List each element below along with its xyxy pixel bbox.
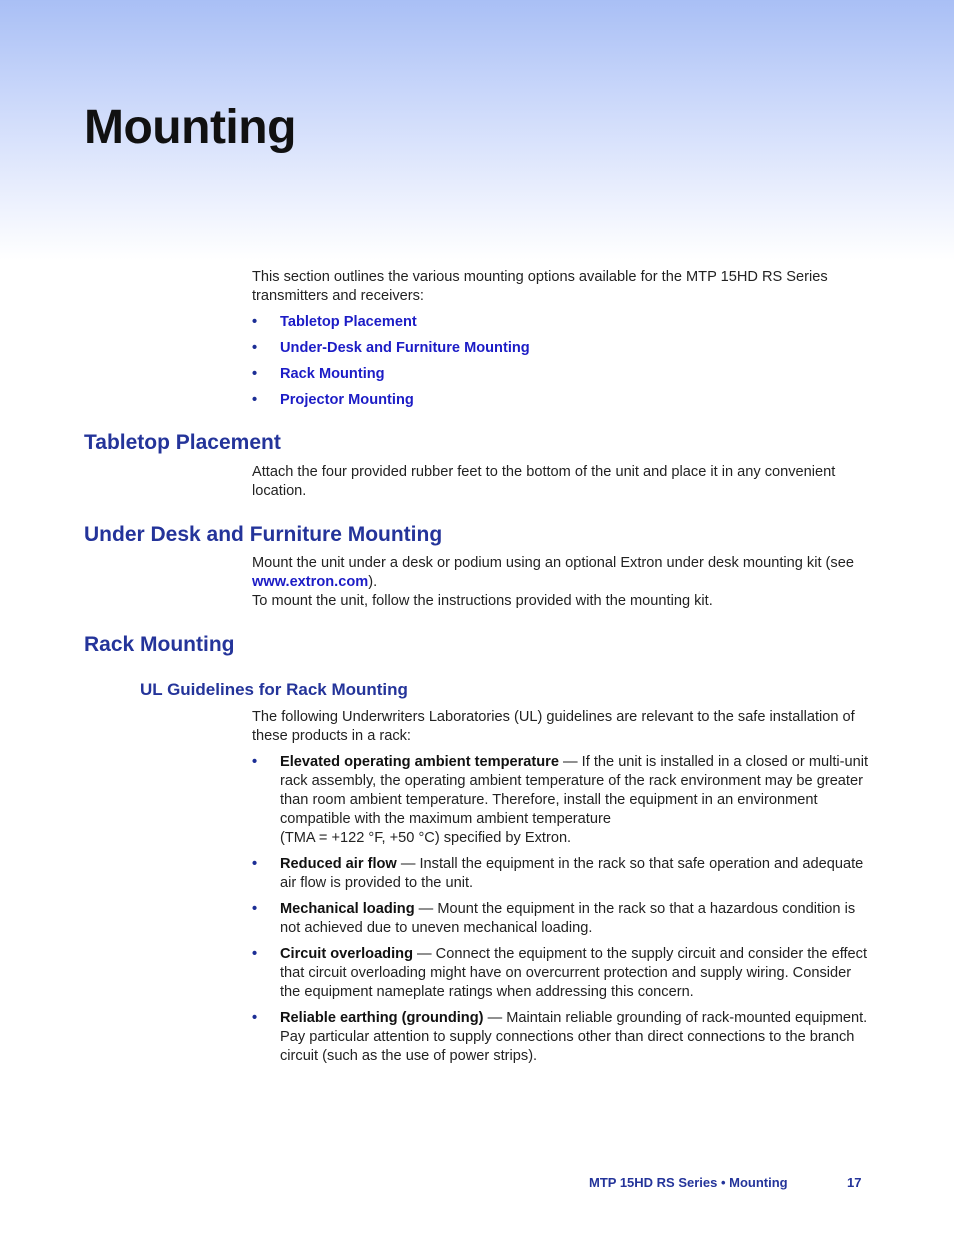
link-tabletop-placement[interactable]: Tabletop Placement — [280, 314, 417, 330]
extron-website-link[interactable]: www.extron.com — [252, 574, 369, 590]
guideline-term: Circuit overloading — [280, 946, 413, 962]
guideline-text: — Connect the equipment to the supply circuit and consider the effect that circuit overloading might have on overcurrent protection and supply wiring. Consider the equipment nameplate ratings when addressing this concern. — [280, 946, 868, 1000]
list-item — [252, 313, 872, 332]
ul-intro-text: The following Underwriters Laboratories (UL) guidelines are relevant to the safe installation of these products in a rack: — [252, 709, 855, 744]
bullet-icon: • — [252, 856, 258, 872]
heading-tabletop-placement: Tabletop Placement — [84, 431, 281, 454]
list-item — [252, 339, 872, 358]
page-title: Mounting — [84, 101, 296, 154]
bullet-icon: • — [252, 314, 258, 330]
link-projector-mounting[interactable]: Projector Mounting — [280, 392, 414, 408]
guideline-text-continued: (TMA = +122 °F, +50 °C) specified by Extron. — [280, 830, 572, 846]
guideline-text: — Mount the equipment in the rack so that a hazardous condition is not achieved due to uneven mechanical loading. — [280, 901, 856, 936]
guideline-term: Reduced air flow — [280, 856, 397, 872]
link-rack-mounting[interactable]: Rack Mounting — [280, 366, 385, 382]
underdesk-text — [252, 554, 872, 592]
list-item — [252, 753, 872, 848]
guideline-text: — Maintain reliable grounding of rack-mounted equipment. Pay particular attention to supply connections other than direct connections to the branch circuit (such as the use of power strips). — [280, 1010, 868, 1064]
page-number: 17 — [847, 1175, 862, 1190]
guideline-text: — If the unit is installed in a closed or multi-unit rack assembly, the operating ambient temperature of the rack environment may be greater than room ambient temperature. Therefore, install the equipment in an environment compatible with the maximum ambient temperature — [280, 754, 869, 827]
list-item — [252, 900, 872, 938]
bullet-icon: • — [252, 1010, 258, 1026]
underdesk-text-end: ). — [368, 574, 378, 590]
footer-doc-title: MTP 15HD RS Series • Mounting — [589, 1175, 788, 1190]
guideline-text: — Install the equipment in the rack so that safe operation and adequate air flow is provided to the unit. — [280, 856, 864, 891]
tabletop-text: Attach the four provided rubber feet to the bottom of the unit and place it in any convenient location. — [252, 464, 836, 499]
intro-text: This section outlines the various mounting options available for the MTP 15HD RS Series transmitters and receivers: — [252, 269, 828, 304]
list-item — [252, 365, 872, 384]
list-item — [252, 945, 872, 1002]
guideline-term: Reliable earthing (grounding) — [280, 1010, 484, 1026]
bullet-icon: • — [252, 901, 258, 917]
bullet-icon: • — [252, 946, 258, 962]
bullet-icon: • — [252, 366, 258, 382]
heading-ul-guidelines: UL Guidelines for Rack Mounting — [140, 680, 408, 699]
guideline-term: Mechanical loading — [280, 901, 415, 917]
underdesk-text-start: Mount the unit under a desk or podium using an optional Extron under desk mounting kit (see — [252, 555, 854, 571]
list-item — [252, 1009, 872, 1066]
underdesk-instructions: To mount the unit, follow the instructions provided with the mounting kit. — [252, 593, 713, 609]
bullet-icon: • — [252, 392, 258, 408]
ul-guidelines-list — [252, 753, 872, 1073]
list-item — [252, 391, 872, 410]
heading-rack-mounting: Rack Mounting — [84, 633, 235, 656]
link-under-desk-mounting[interactable]: Under-Desk and Furniture Mounting — [280, 340, 530, 356]
section-links — [252, 313, 872, 417]
heading-under-desk-mounting: Under Desk and Furniture Mounting — [84, 523, 443, 546]
bullet-icon: • — [252, 754, 258, 770]
guideline-term: Elevated operating ambient temperature — [280, 754, 559, 770]
bullet-icon: • — [252, 340, 258, 356]
list-item — [252, 855, 872, 893]
